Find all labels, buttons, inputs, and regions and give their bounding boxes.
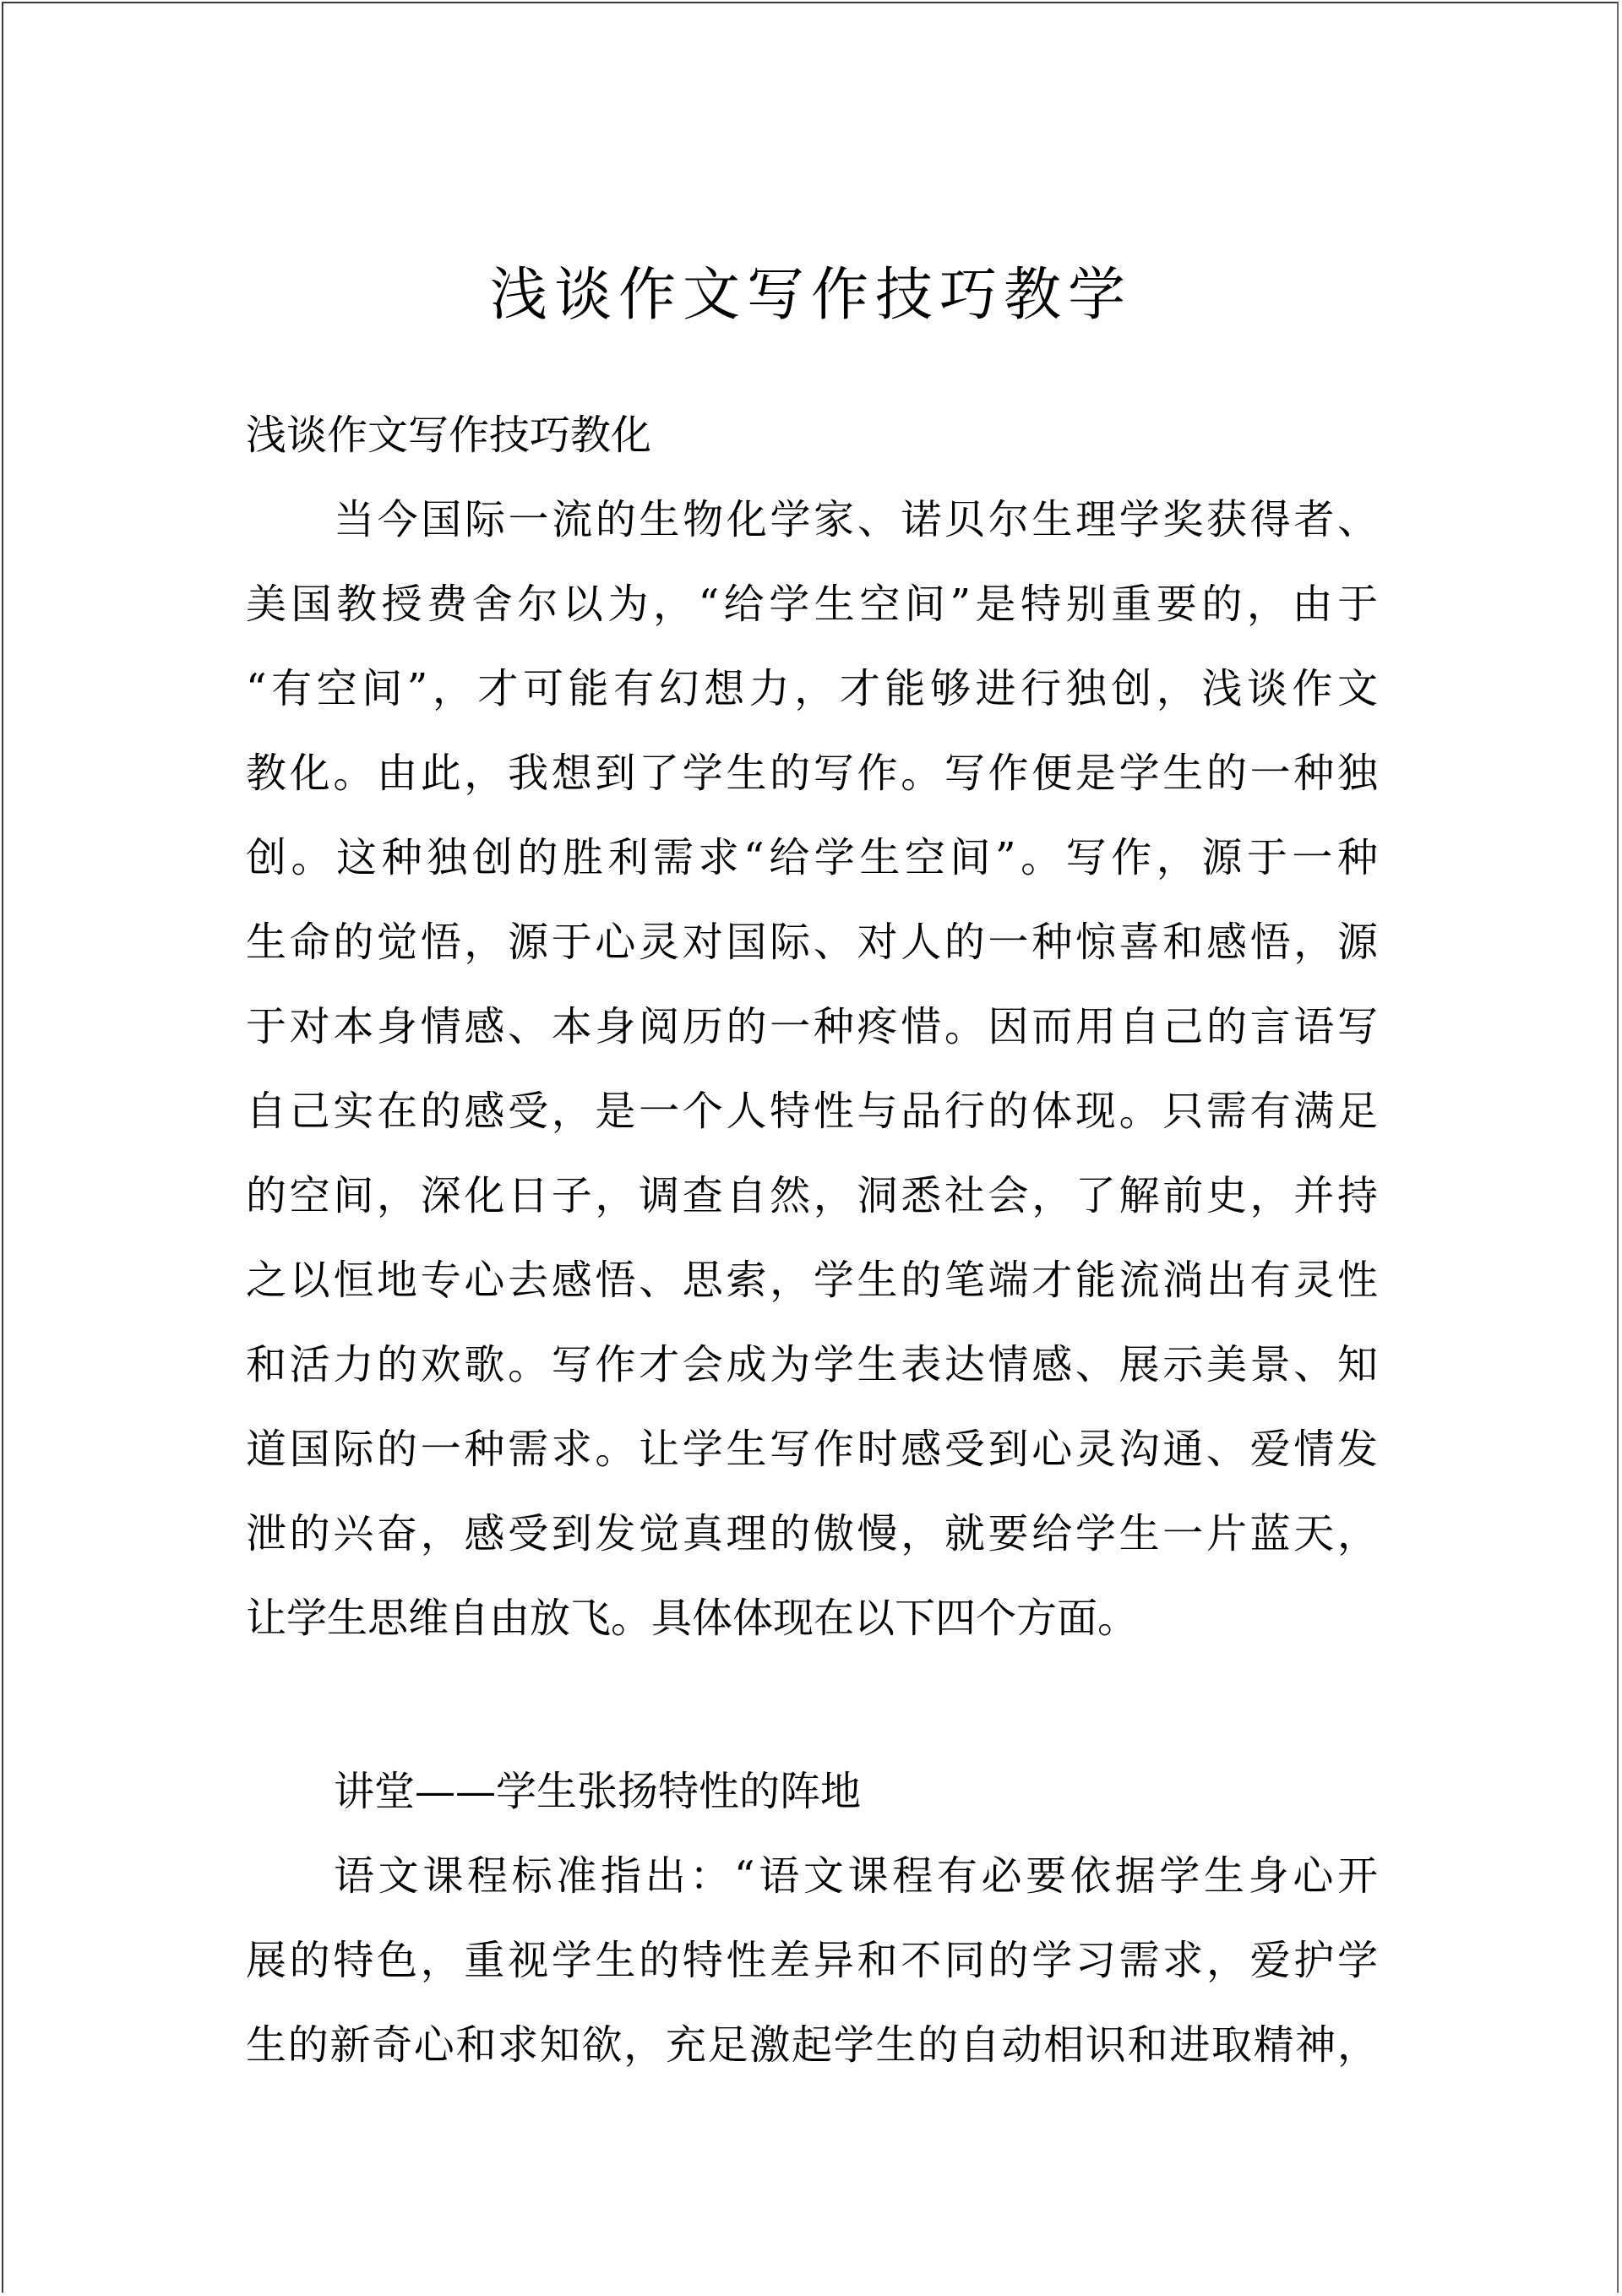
paragraph-line: 泄的兴奋，感受到发觉真理的傲慢，就要给学生一片蓝天， [246, 1510, 1378, 1557]
paragraph-line: 之以恒地专心去感悟、思索，学生的笔端才能流淌出有灵性 [246, 1257, 1378, 1304]
paragraph-line: 创。这种独创的胜利需求“给学生空间”。写作，源于一种 [246, 834, 1378, 881]
paragraph-line: 生命的觉悟，源于心灵对国际、对人的一种惊喜和感悟，源 [246, 919, 1378, 966]
document-title: 浅谈作文写作技巧教学 [489, 262, 1132, 329]
paragraph-line: 让学生思维自由放飞。具体体现在以下四个方面。 [246, 1595, 1139, 1642]
paragraph-line: 的空间，深化日子，调查自然，洞悉社会，了解前史，并持 [246, 1172, 1378, 1219]
paragraph-line: “有空间”，才可能有幻想力，才能够进行独创，浅谈作文 [246, 665, 1378, 712]
paragraph-line: 语文课程标准指出：“语文课程有必要依据学生身心开 [334, 1852, 1378, 1900]
paragraph-line: 美国教授费舍尔以为，“给学生空间”是特别重要的，由于 [246, 581, 1378, 628]
paragraph-line: 和活力的欢歌。写作才会成为学生表达情感、展示美景、知 [246, 1341, 1378, 1388]
paragraph-line: 自己实在的感受，是一个人特性与品行的体现。只需有满足 [246, 1088, 1378, 1135]
paragraph-line: 生的新奇心和求知欲，充足激起学生的自动相识和进取精神， [246, 2021, 1378, 2069]
paragraph-line: 于对本身情感、本身阅历的一种疼惜。因而用自己的言语写 [246, 1003, 1378, 1050]
section-heading: 讲堂——学生张扬特性的阵地 [334, 1768, 862, 1815]
paragraph-line: 当今国际一流的生物化学家、诺贝尔生理学奖获得者、 [334, 496, 1378, 543]
paragraph-line: 道国际的一种需求。让学生写作时感受到心灵沟通、爱情发 [246, 1426, 1378, 1473]
document-subtitle: 浅谈作文写作技巧教化 [246, 412, 652, 459]
paragraph-line: 教化。由此，我想到了学生的写作。写作便是学生的一种独 [246, 750, 1378, 797]
paragraph-line: 展的特色，重视学生的特性差异和不同的学习需求，爱护学 [246, 1937, 1378, 1984]
